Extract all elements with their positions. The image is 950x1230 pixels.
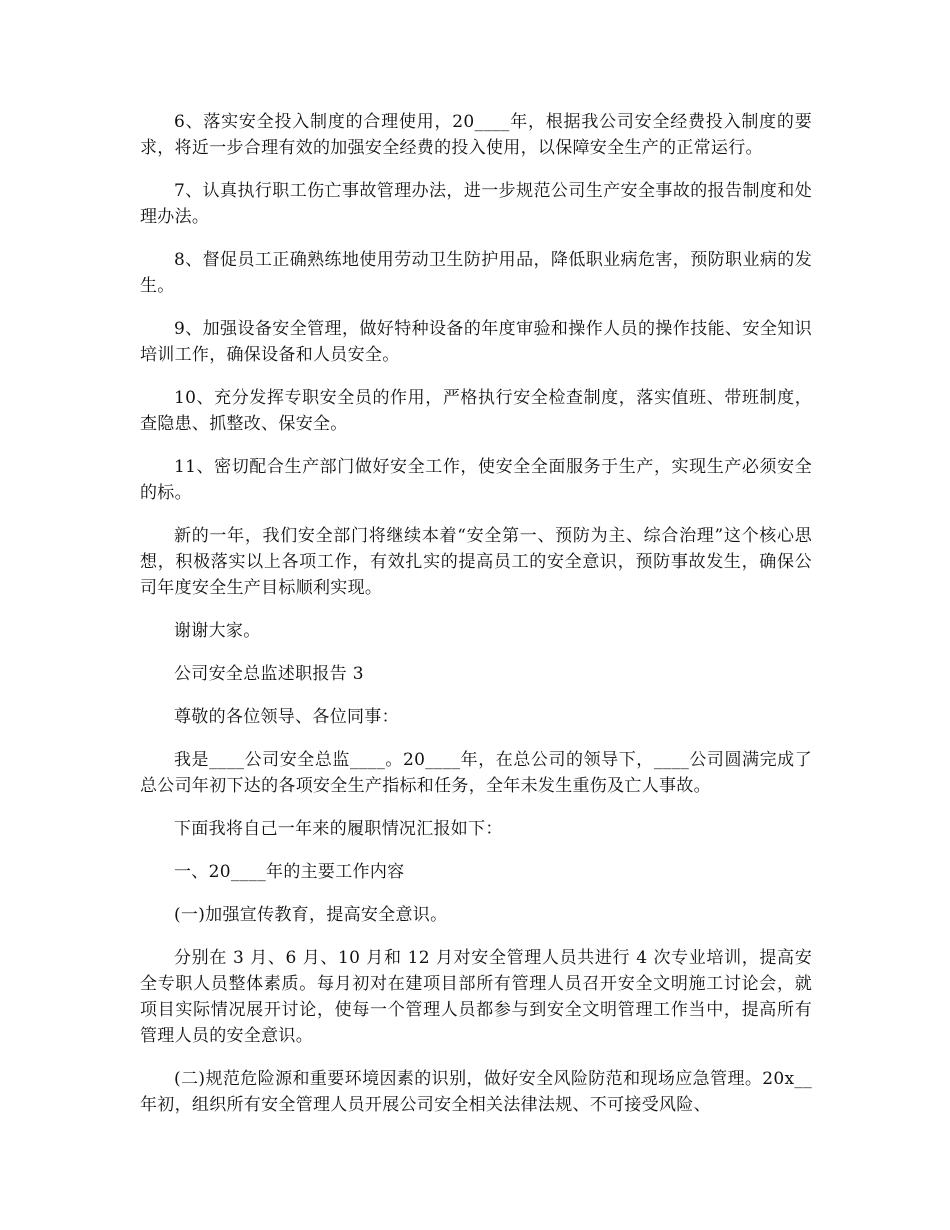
paragraph-training: 分别在 3 月、6 月、10 月和 12 月对安全管理人员共进行 4 次专业培训，提高安全专职人员整体素质。每月初对在建项目部所有管理人员召开安全文明施工讨论会，就项目实际情况展开讨论，使每一个管理人员都参与到安全文明管理工作当中，提高所有管理人员的安全意识。 <box>140 948 812 1046</box>
paragraph-item-8: 8、督促员工正确熟练地使用劳动卫生防护用品，降低职业病危害，预防职业病的发生。 <box>140 250 812 296</box>
paragraph-new-year: 新的一年，我们安全部门将继续本着“安全第一、预防为主、综合治理”这个核心思想，积极落实以上各项工作，有效扎实的提高员工的安全意识，预防事故发生，确保公司年度安全生产目标顺利实现。 <box>140 526 812 598</box>
subheading-publicity: (一)加强宣传教育，提高安全意识。 <box>174 905 448 925</box>
paragraph-thanks: 谢谢大家。 <box>174 621 261 641</box>
salutation: 尊敬的各位领导、各位同事： <box>174 707 399 727</box>
paragraph-item-6: 6、落实安全投入制度的合理使用，20____年，根据我公司安全经费投入制度的要求，将近一步合理有效的加强安全经费的投入使用，以保障安全生产的正常运行。 <box>140 112 812 158</box>
heading-main-work: 一、20____年的主要工作内容 <box>174 862 405 882</box>
section-title: 公司安全总监述职报告 3 <box>174 664 364 684</box>
paragraph-item-7: 7、认真执行职工伤亡事故管理办法，进一步规范公司生产安全事故的报告制度和处理办法。 <box>140 181 812 227</box>
paragraph-report-lead: 下面我将自己一年来的履职情况汇报如下： <box>174 819 503 839</box>
paragraph-intro: 我是____公司安全总监____。20____年，在总公司的领导下，____公司圆满完成了总公司年初下达的各项安全生产指标和任务，全年未发生重伤及亡人事故。 <box>140 750 812 796</box>
paragraph-item-11: 11、密切配合生产部门做好安全工作，使安全全面服务于生产，实现生产必须安全的标。 <box>140 457 812 503</box>
paragraph-hazard: (二)规范危险源和重要环境因素的识别，做好安全风险防范和现场应急管理。20x__年初，组织所有安全管理人员开展公司安全相关法律法规、不可接受风险、 <box>140 1069 812 1115</box>
document-body <box>140 109 812 1135</box>
paragraph-item-10: 10、充分发挥专职安全员的作用，严格执行安全检查制度，落实值班、带班制度，查隐患、抓整改、保安全。 <box>140 388 812 434</box>
paragraph-item-9: 9、加强设备安全管理，做好特种设备的年度审验和操作人员的操作技能、安全知识培训工作，确保设备和人员安全。 <box>140 319 812 365</box>
